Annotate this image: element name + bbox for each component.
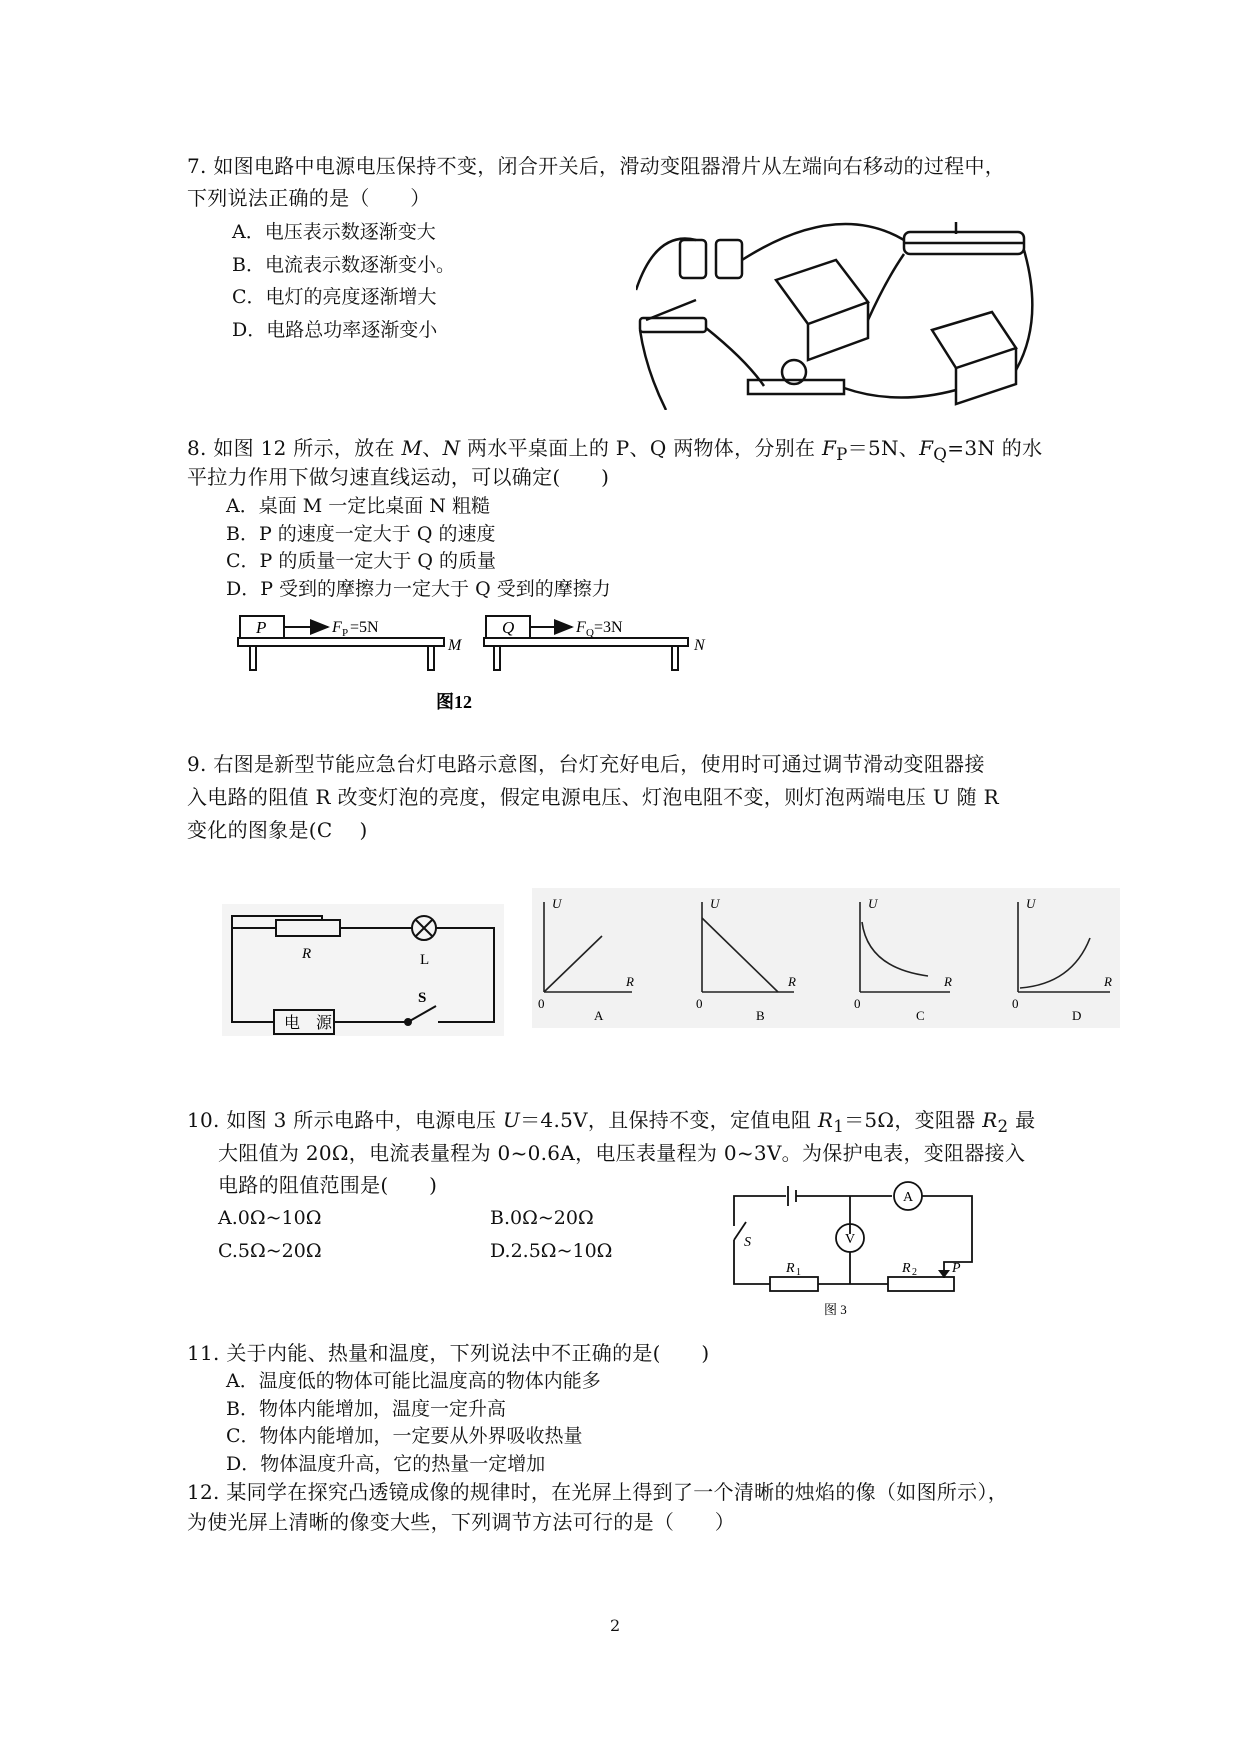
q8-force-value-p: ＝5N、 — [847, 436, 920, 460]
force-p-sub: P — [342, 627, 349, 639]
lamp-label: L — [420, 952, 430, 968]
q11-option-a: A．温度低的物体可能比温度高的物体内能多 — [226, 1370, 601, 1392]
q10-r2-symbol: R — [982, 1108, 998, 1132]
graph-c-u-label: U — [868, 896, 878, 911]
q8-option-c: C．P 的质量一定大于 Q 的质量 — [226, 550, 497, 572]
q10-text-a: 10. 如图 3 所示电路中，电源电压 — [187, 1108, 503, 1132]
q8-option-a: A．桌面 M 一定比桌面 N 粗糙 — [226, 495, 490, 517]
q8-force-value-q: =3N 的水 — [947, 436, 1043, 460]
figure-12-caption: 图12 — [436, 692, 472, 712]
q9-stem-line1: 9. 右图是新型节能应急台灯电路示意图，台灯充好电后，使用时可通过调节滑动变阻器接 — [187, 752, 985, 776]
q8-force-symbol-p: F — [821, 436, 837, 460]
q11-option-b: B．物体内能增加，温度一定升高 — [226, 1398, 506, 1420]
q8-table-m-label: M — [401, 436, 423, 460]
q7-option-b: B．电流表示数逐渐变小。 — [232, 254, 455, 276]
q8-figure — [236, 608, 716, 714]
graph-a-r-label: R — [626, 974, 634, 989]
table-n-label: N — [694, 637, 705, 654]
graph-b-r-label: R — [788, 974, 796, 989]
force-q-value: =3N — [594, 619, 623, 636]
table-m-leg-left — [250, 646, 256, 670]
graph-d-origin: 0 — [1012, 996, 1019, 1011]
q7-option-a: A．电压表示数逐渐变大 — [232, 221, 436, 243]
q10-r1-symbol: R — [817, 1108, 834, 1132]
switch-label: S — [418, 990, 427, 1006]
q7-circuit-figure — [636, 220, 1044, 410]
q11-option-d: D．物体温度升高，它的热量一定增加 — [226, 1453, 546, 1475]
q8-force-sub-q: Q — [933, 445, 948, 464]
q11-option-c: C．物体内能增加，一定要从外界吸收热量 — [226, 1425, 583, 1447]
force-q-symbol: F — [576, 619, 586, 636]
ammeter-box — [776, 260, 868, 324]
page-number: 2 — [610, 1616, 621, 1635]
q7-option-d: D．电路总功率逐渐变小 — [232, 319, 438, 341]
q10-stem-line2: 大阻值为 20Ω，电流表量程为 0~0.6A，电压表量程为 0~3V。为保护电表，变阻器接入 — [218, 1141, 1026, 1165]
switch-label: S — [744, 1235, 751, 1250]
q7-stem-line2: 下列说法正确的是（ ） — [187, 186, 431, 210]
q10-stem-line3: 电路的阻值范围是( ) — [218, 1173, 438, 1197]
q9-stem-line3: 变化的图象是(C ) — [187, 818, 368, 842]
battery-cell-2 — [716, 240, 742, 278]
graph-c-origin: 0 — [854, 996, 861, 1011]
graph-b-caption: B — [756, 1008, 765, 1023]
force-q-sub: Q — [586, 627, 594, 639]
q8-text-a: 8. 如图 12 所示，放在 — [187, 436, 402, 460]
r2-label: R — [902, 1261, 911, 1276]
graph-d-u-label: U — [1026, 896, 1036, 911]
q10-text-d: 最 — [1008, 1108, 1036, 1132]
graph-d-caption: D — [1072, 1008, 1082, 1023]
graph-c-r-label: R — [944, 974, 952, 989]
q8-force-symbol-q: F — [919, 436, 934, 460]
q10-circuit-figure-3 — [716, 1178, 986, 1328]
q12-stem-line2: 为使光屏上清晰的像变大些，下列调节方法可行的是（ ） — [187, 1510, 736, 1534]
q8-force-sub-p: P — [836, 445, 848, 464]
q7-option-c: C．电灯的亮度逐渐增大 — [232, 286, 437, 308]
r1-sub-label: 1 — [796, 1267, 801, 1278]
voltmeter-box — [932, 312, 1016, 368]
q10-text-b: ＝4.5V，且保持不变，定值电阻 — [520, 1108, 818, 1132]
graph-a-u-label: U — [552, 896, 562, 911]
force-p-value: =5N — [350, 619, 379, 636]
q8-option-d: D．P 受到的摩擦力一定大于 Q 受到的摩擦力 — [226, 578, 611, 600]
rheostat-r2 — [888, 1277, 954, 1291]
q9-stem-line2: 入电路的阻值 R 改变灯泡的亮度，假定电源电压、灯泡电阻不变，则灯泡两端电压 U 随 R — [187, 785, 999, 809]
q10-option-c: C.5Ω~20Ω — [218, 1240, 322, 1262]
table-n-leg-right — [672, 646, 678, 670]
voltmeter-label: V — [845, 1232, 856, 1247]
q10-text-c: ＝5Ω，变阻器 — [844, 1108, 983, 1132]
q8-option-b: B．P 的速度一定大于 Q 的速度 — [226, 523, 496, 545]
wire-top-left — [734, 1196, 786, 1208]
q9-graphs — [532, 888, 1120, 1028]
table-n-leg-left — [494, 646, 500, 670]
q7-stem-line1: 7. 如图电路中电源电压保持不变，闭合开关后，滑动变阻器滑片从左端向右移动的过程中， — [187, 154, 1006, 178]
block-p-label: P — [256, 618, 267, 637]
q8-separator: 、 — [422, 436, 443, 460]
q10-voltage-symbol: U — [502, 1108, 521, 1132]
r2-sub-label: 2 — [912, 1267, 917, 1278]
graph-b-origin: 0 — [696, 996, 703, 1011]
power-source-label: 电 源 — [284, 1015, 333, 1032]
rheostat-label: R — [302, 946, 312, 962]
q12-stem-line1: 12. 某同学在探究凸透镜成像的规律时，在光屏上得到了一个清晰的烛焰的像（如图所示）， — [187, 1480, 1009, 1504]
q10-option-b: B.0Ω~20Ω — [490, 1207, 594, 1229]
q8-text-b: 两水平桌面上的 P、Q 两物体，分别在 — [460, 436, 822, 460]
battery-cell-1 — [680, 240, 706, 278]
graph-a-origin: 0 — [538, 996, 545, 1011]
q10-r2-sub: 2 — [997, 1117, 1009, 1136]
block-q-label: Q — [502, 618, 515, 637]
figure-3-caption: 图 3 — [824, 1302, 847, 1317]
force-p-symbol: F — [332, 619, 342, 636]
q8-stem-line2: 平拉力作用下做匀速直线运动，可以确定( ) — [187, 465, 610, 489]
slider-p-label: P — [952, 1261, 961, 1276]
table-n-top — [484, 638, 688, 646]
q8-table-n-label: N — [442, 436, 461, 460]
ammeter-label: A — [903, 1190, 914, 1205]
q10-option-a: A.0Ω~10Ω — [218, 1207, 322, 1229]
table-m-top — [238, 638, 444, 646]
table-m-leg-right — [428, 646, 434, 670]
q10-stem-line1 — [187, 1106, 1035, 1141]
graph-c-caption: C — [916, 1008, 925, 1023]
table-m-label: M — [448, 637, 462, 654]
q10-option-d: D.2.5Ω~10Ω — [490, 1240, 613, 1262]
graph-d-r-label: R — [1104, 974, 1112, 989]
graph-a-caption: A — [594, 1008, 604, 1023]
q10-r1-sub: 1 — [833, 1117, 845, 1136]
q9-lamp-circuit — [222, 904, 504, 1036]
q11-stem: 11. 关于内能、热量和温度，下列说法中不正确的是( ) — [187, 1341, 710, 1365]
r1-label: R — [786, 1261, 795, 1276]
resistor-r1 — [770, 1277, 818, 1291]
graph-b-u-label: U — [710, 896, 720, 911]
